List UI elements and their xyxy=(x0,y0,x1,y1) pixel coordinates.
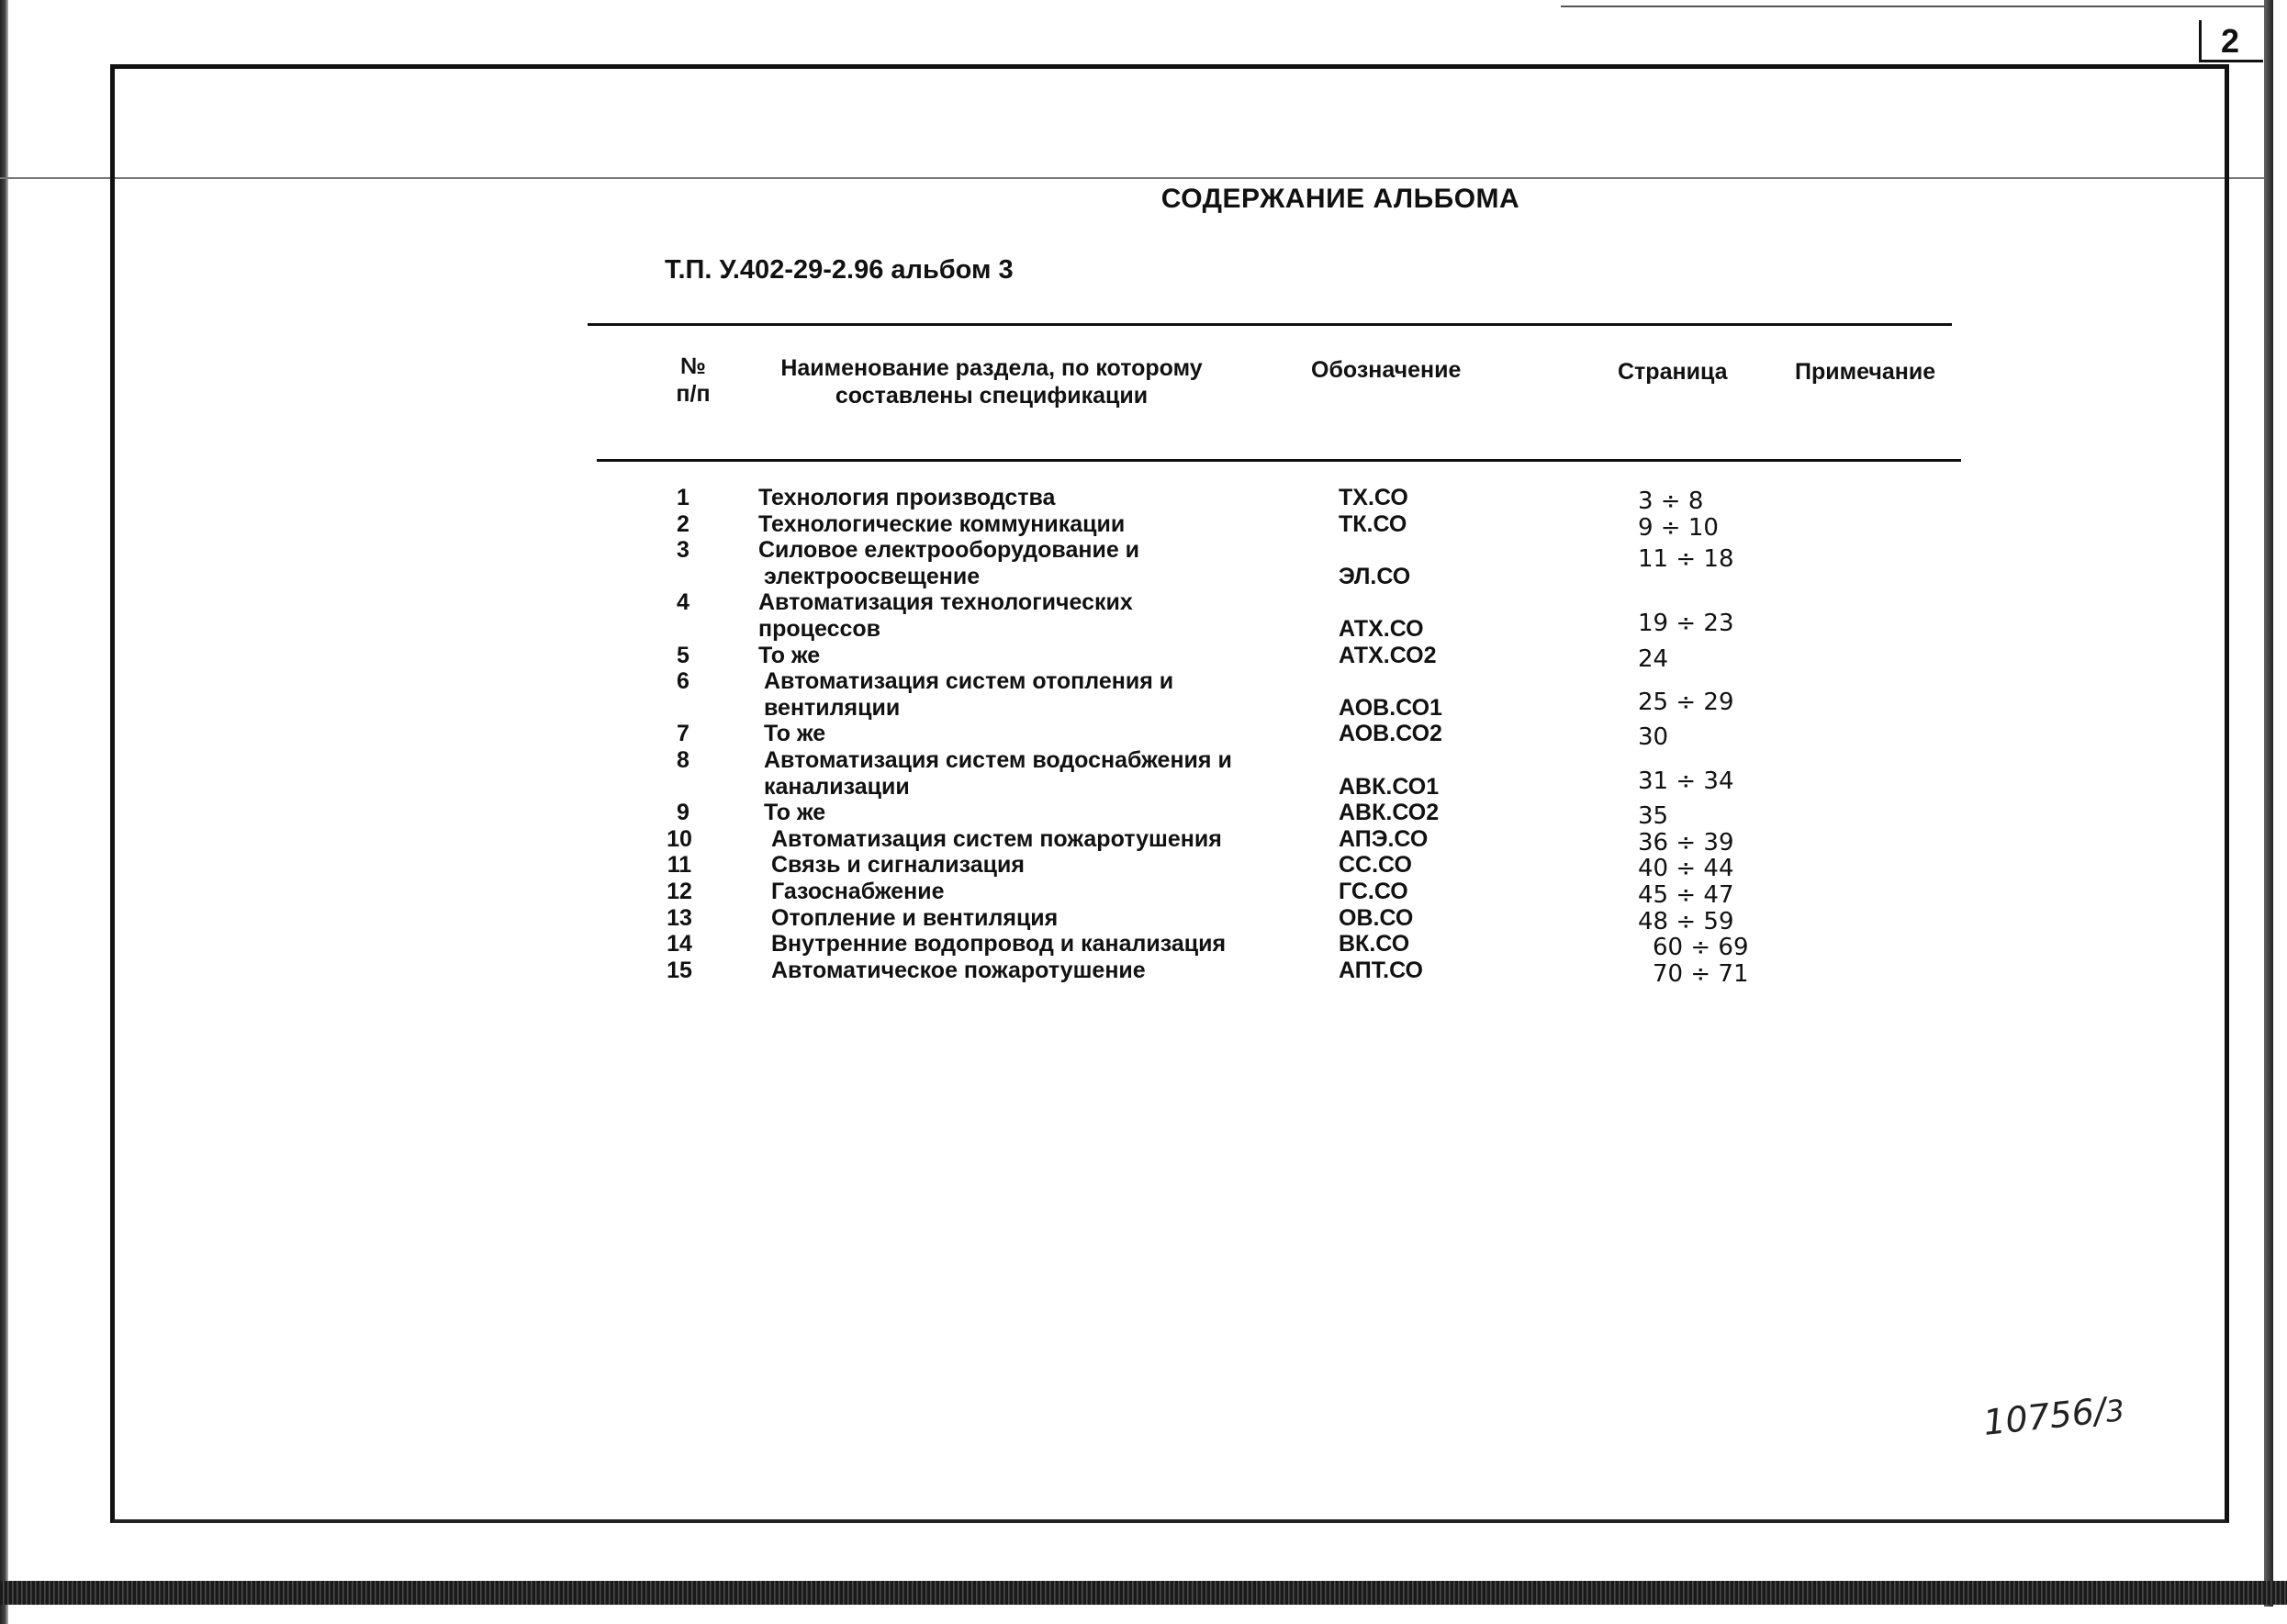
row-name: Технология производства xyxy=(758,485,1056,510)
sheet-number: 2 xyxy=(2220,22,2240,60)
row-page: 24 xyxy=(1638,644,1669,673)
row-page: 48 ÷ 59 xyxy=(1638,907,1734,935)
row-number: 15 xyxy=(667,957,692,983)
row-name: То же xyxy=(758,642,821,668)
row-number: 7 xyxy=(677,721,689,747)
page-title: СОДЕРЖАНИЕ АЛЬБОМА xyxy=(1160,184,1520,214)
row-number: 13 xyxy=(667,904,692,931)
row-designation: ОВ.СО xyxy=(1339,904,1414,931)
scan-edge-right xyxy=(2264,0,2273,1607)
row-name: Технологические коммуникации xyxy=(758,510,1126,537)
row-designation: АВК.СО1 xyxy=(1339,773,1440,800)
stamp-fraction: 3 xyxy=(2103,1393,2126,1429)
row-page: 3 ÷ 8 xyxy=(1638,487,1704,515)
row-designation: ГС.СО xyxy=(1339,879,1408,904)
row-number: 14 xyxy=(667,931,692,958)
row-page: 70 ÷ 71 xyxy=(1653,959,1749,988)
row-number: 4 xyxy=(677,589,689,616)
row-designation: ВК.СО xyxy=(1339,931,1410,958)
scan-top-line xyxy=(1561,6,2268,7)
row-name: Газоснабжение xyxy=(771,879,945,904)
row-designation: ТК.СО xyxy=(1339,510,1407,537)
row-number: 12 xyxy=(667,879,692,904)
row-page: 60 ÷ 69 xyxy=(1653,934,1749,962)
row-page: 40 ÷ 44 xyxy=(1638,855,1734,883)
row-page: 31 ÷ 34 xyxy=(1638,767,1734,795)
row-designation: ЭЛ.СО xyxy=(1339,563,1411,589)
row-number: 10 xyxy=(667,825,692,852)
row-page: 45 ÷ 47 xyxy=(1638,881,1734,909)
row-number: 6 xyxy=(677,668,689,695)
col-designation-head: Обозначение xyxy=(1311,357,1462,383)
row-number: 8 xyxy=(677,747,689,773)
row-name: Отопление и вентиляция xyxy=(771,904,1059,931)
row-designation: ТХ.СО xyxy=(1339,485,1408,510)
archive-stamp: 10756/3 xyxy=(1981,1390,2126,1443)
table-top-rule xyxy=(588,323,1952,326)
row-number: 2 xyxy=(677,510,689,537)
row-name: Связь и сигнализация xyxy=(771,852,1026,879)
col-name-line2: составлены спецификации xyxy=(835,383,1149,409)
row-number: 9 xyxy=(677,800,689,826)
row-name: То же xyxy=(764,721,826,747)
col-number-head xyxy=(661,353,725,408)
drawing-frame xyxy=(110,64,2229,1523)
row-name: электроосвещение xyxy=(764,563,981,589)
row-number: 11 xyxy=(667,852,692,879)
row-page: 35 xyxy=(1638,802,1669,831)
scan-edge-bottom xyxy=(0,1581,2287,1605)
row-number: 3 xyxy=(677,537,689,564)
row-name: вентиляции xyxy=(764,694,901,721)
col-number-line2: п/п xyxy=(676,381,711,407)
row-page: 25 ÷ 29 xyxy=(1638,688,1734,716)
row-name: Силовое електрооборудование и xyxy=(758,537,1140,564)
row-name: процессов xyxy=(758,616,881,642)
col-page-head: Страница xyxy=(1618,359,1728,385)
row-designation: АОВ.СО1 xyxy=(1339,694,1442,721)
row-page: 9 ÷ 10 xyxy=(1638,513,1719,542)
row-name: Автоматизация систем водоснабжения и xyxy=(764,747,1232,773)
col-name-line1: Наименование раздела, по которому xyxy=(780,355,1203,381)
row-page: 36 ÷ 39 xyxy=(1638,828,1734,857)
row-designation: АТХ.СО2 xyxy=(1339,642,1437,668)
row-designation: АПЭ.СО xyxy=(1339,825,1429,852)
stamp-number: 10756 xyxy=(1981,1391,2096,1443)
album-designation: Т.П. У.402-29-2.96 альбом 3 xyxy=(665,255,1014,285)
scan-edge-left xyxy=(0,0,8,1624)
col-name-head xyxy=(771,354,1212,409)
row-designation: АТХ.СО xyxy=(1339,616,1424,642)
row-name: Автоматизация систем отопления и xyxy=(764,668,1174,695)
row-name: То же xyxy=(764,800,826,826)
col-note-head: Примечание xyxy=(1795,359,1936,385)
row-name: канализации xyxy=(764,773,910,800)
row-page: 11 ÷ 18 xyxy=(1638,545,1734,574)
table-header-rule xyxy=(597,459,1961,462)
row-designation: АПТ.СО xyxy=(1339,957,1423,983)
row-page: 30 xyxy=(1638,723,1669,752)
row-page: 19 ÷ 23 xyxy=(1638,610,1734,637)
row-number: 1 xyxy=(677,485,689,510)
row-name: Автоматизация систем пожаротушения xyxy=(771,825,1222,852)
row-designation: СС.СО xyxy=(1339,852,1412,879)
row-number: 5 xyxy=(677,642,689,668)
row-name: Автоматическое пожаротушение xyxy=(771,957,1146,983)
row-name: Внутренние водопровод и канализация xyxy=(771,931,1227,958)
row-name: Автоматизация технологических xyxy=(758,589,1133,616)
row-designation: АОВ.СО2 xyxy=(1339,721,1442,747)
col-number-line1: № xyxy=(680,353,706,379)
row-designation: АВК.СО2 xyxy=(1339,800,1440,826)
